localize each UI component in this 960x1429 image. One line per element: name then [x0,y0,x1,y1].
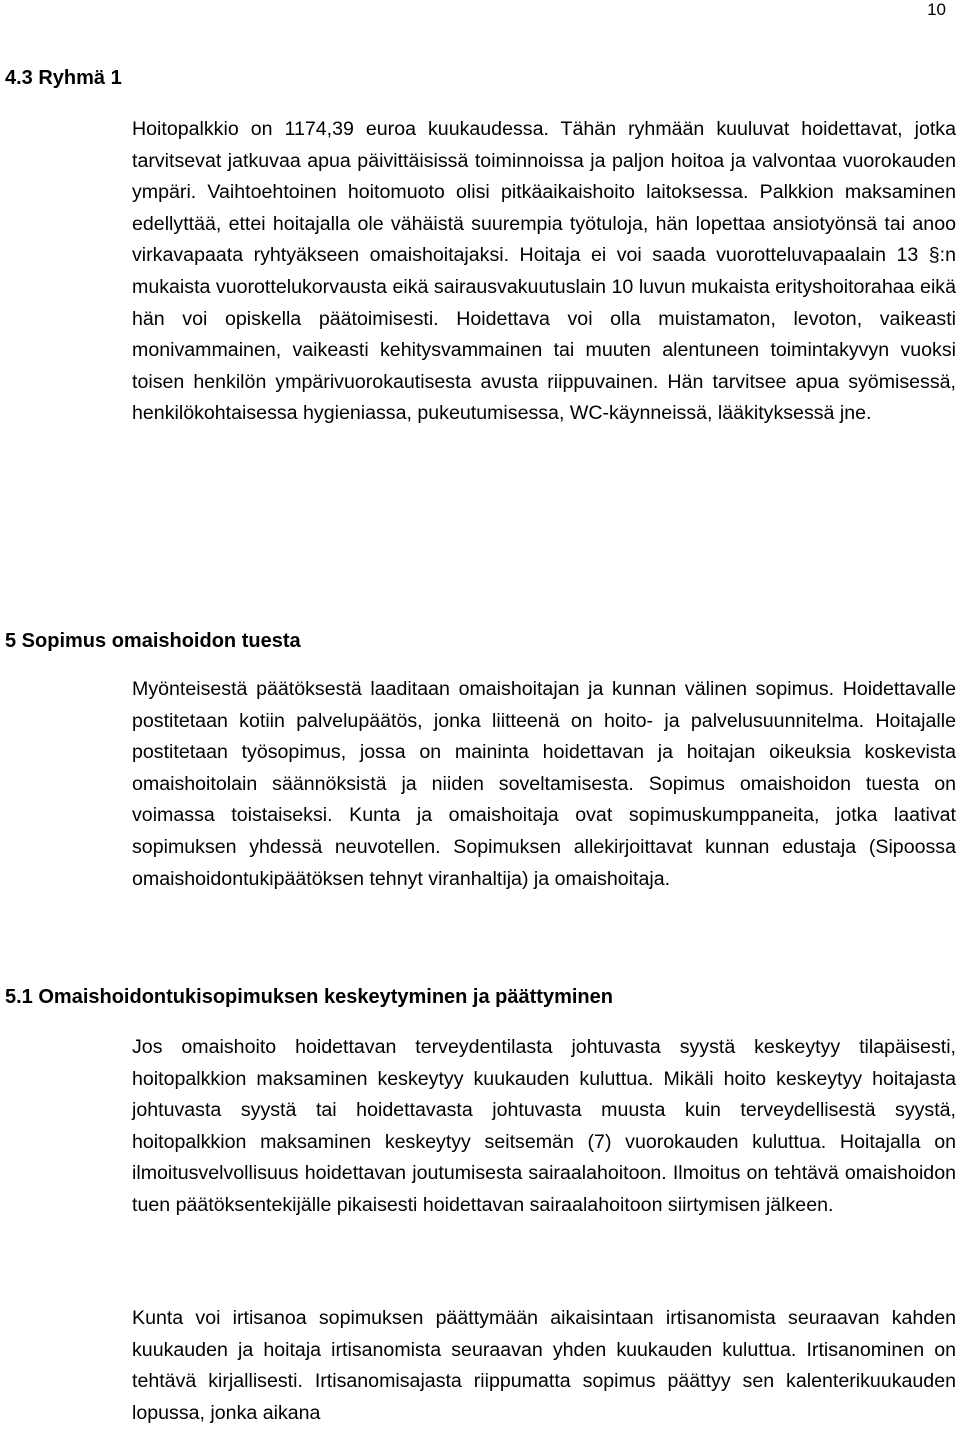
section-heading-4-3: 4.3 Ryhmä 1 [5,67,122,89]
section-heading-5-1: 5.1 Omaishoidontukisopimuksen keskeytyminen ja päättyminen [5,986,613,1008]
paragraph-5: Myönteisestä päätöksestä laaditaan omaishoitajan ja kunnan välinen sopimus. Hoidettavalle postitetaan kotiin palvelupäätös, jonka liitteenä on hoito- ja palvelusuunnitelma. Hoitajalle postitetaan työsopimus, jossa on maininta hoidettavan ja hoitajan oikeuksia koskevista omaishoitolain säännöksistä ja niiden soveltamisesta. Sopimus omaishoidon tuesta on voimassa toistaiseksi. Kunta ja omaishoitaja ovat sopimuskumppaneita, jotka laativat sopimuksen yhdessä neuvotellen. Sopimuksen allekirjoittavat kunnan edustaja (Sipoossa omaishoidontukipäätöksen tehnyt viranhaltija) ja omaishoitaja. [132,678,956,890]
paragraph-4-3: Hoitopalkkio on 1174,39 euroa kuukaudessa. Tähän ryhmään kuuluvat hoidettavat, jotka tarvitsevat jatkuvaa apua päivittäisissä toiminnoissa ja paljon hoitoa ja valvontaa vuorokauden ympäri. Vaihtoehtoinen hoitomuoto olisi pitkäaikaishoito laitoksessa. Palkkion maksaminen edellyttää, ettei hoitajalla ole vähäistä suurempia työtuloja, hän lopettaa ansiotyönsä tai anoo virkavapaata ryhtyäkseen omaishoitajaksi. Hoitaja ei voi saada vuorotteluvapaalain 13 §:n mukaista vuorottelukorvausta eikä sairausvakuutuslain 10 luvun mukaista erityshoitorahaa eikä hän voi opiskella päätoimisesti. Hoidettava voi olla muistamaton, levoton, vaikeasti monivammainen, vaikeasti kehitysvammainen tai muuten alentuneen toimintakyvyn vuoksi toisen henkilön ympärivuorokautisesta avusta riippuvainen. Hän tarvitsee apua syömisessä, henkilökohtaisessa hygieniassa, pukeutumisessa, WC-käynneissä, lääkityksessä jne. [132,118,956,425]
paragraph-5-1-second: Kunta voi irtisanoa sopimuksen päättymään aikaisintaan irtisanomista seuraavan kahden kuukauden ja hoitaja irtisanomista seuraavan yhden kuukauden kuluttua. Irtisanominen on tehtävä kirjallisesti. Irtisanomisajasta riippumatta sopimus päättyy sen kalenterikuukauden lopussa, jonka aikana [132,1307,956,1424]
section-heading-5: 5 Sopimus omaishoidon tuesta [5,630,301,652]
paragraph-5-1-first: Jos omaishoito hoidettavan terveydentilasta johtuvasta syystä keskeytyy tilapäisesti, hoitopalkkion maksaminen keskeytyy kuukauden kuluttua. Mikäli hoito keskeytyy hoitajasta johtuvasta syystä tai hoidettavasta johtuvasta muusta kuin terveydellisestä syystä, hoitopalkkion maksaminen keskeytyy seitsemän (7) vuorokauden kuluttua. Hoitajalla on ilmoitusvelvollisuus hoidettavan joutumisesta sairaalahoitoon. Ilmoitus on tehtävä omaishoidon tuen päätöksentekijälle pikaisesti hoidettavan sairaalahoitoon siirtymisen jälkeen. [132,1036,956,1216]
page-number: 10 [927,0,946,19]
